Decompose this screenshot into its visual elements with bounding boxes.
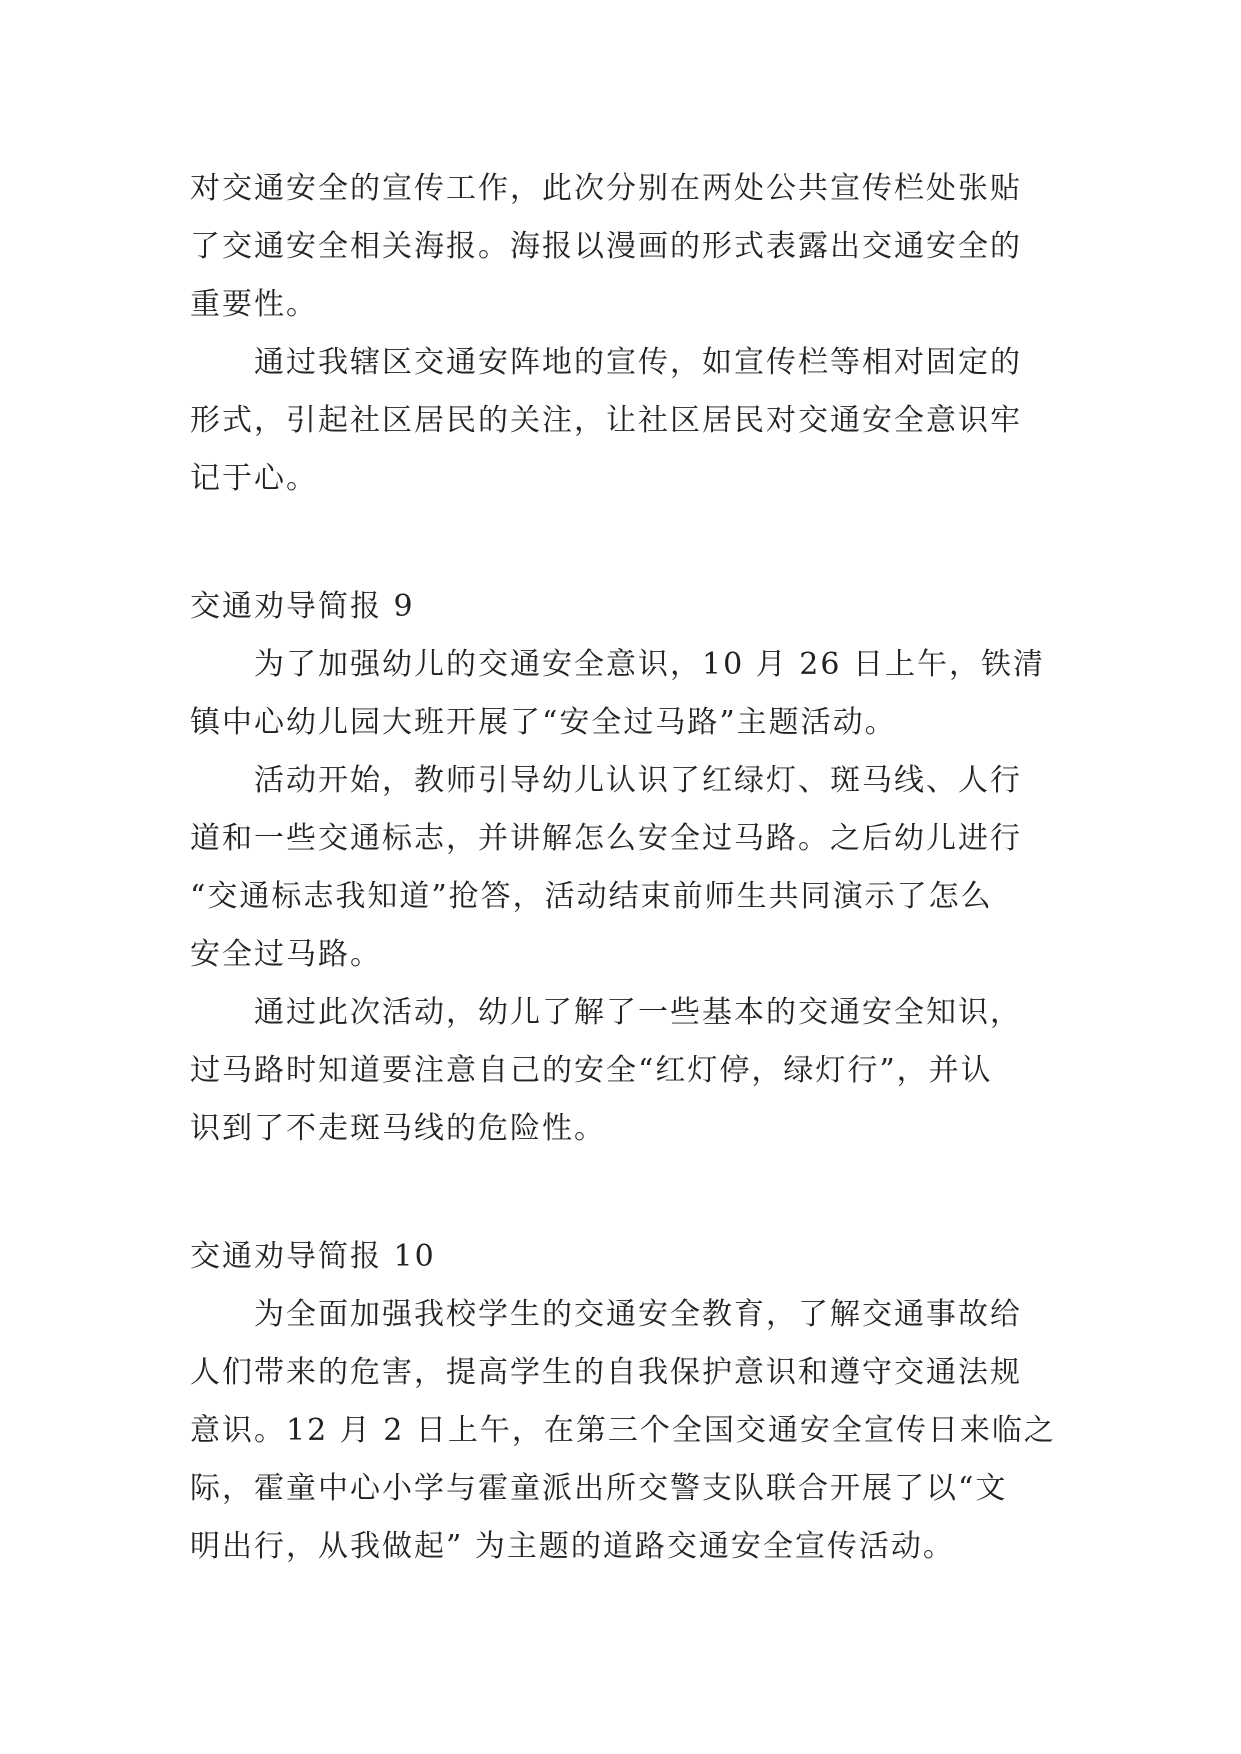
text-line: 活动开始，教师引导幼儿认识了红绿灯、斑马线、人行 xyxy=(254,763,1022,798)
paragraph-activity-outcome xyxy=(190,984,1060,1158)
paragraph-school-campaign xyxy=(190,1286,1060,1576)
text-line: 识到了不走斑马线的危险性。 xyxy=(190,1111,606,1146)
text-line: 明出行，从我做起” 为主题的道路交通安全宣传活动。 xyxy=(190,1529,955,1564)
text-line: 通过此次活动，幼儿了解了一些基本的交通安全知识， xyxy=(254,995,1022,1030)
text-line: 镇中心幼儿园大班开展了“安全过马路”主题活动。 xyxy=(190,705,897,740)
section-briefing-10 xyxy=(190,1228,1060,1576)
text-line: 通过我辖区交通安阵地的宣传，如宣传栏等相对固定的 xyxy=(254,345,1022,380)
text-line: 意识。12 月 2 日上午，在第三个全国交通安全宣传日来临之 xyxy=(190,1413,1056,1448)
text-line: 人们带来的危害，提高学生的自我保护意识和遵守交通法规 xyxy=(190,1355,1022,1390)
section-gap xyxy=(190,508,1060,578)
section-briefing-9 xyxy=(190,578,1060,1158)
text-line: 为了加强幼儿的交通安全意识，10 月 26 日上午，铁清 xyxy=(254,647,1045,682)
section-heading: 交通劝导简报 9 xyxy=(190,589,415,624)
section-gap xyxy=(190,1158,1060,1228)
text-line: 过马路时知道要注意自己的安全“红灯停，绿灯行”，并认 xyxy=(190,1053,993,1088)
document-body xyxy=(190,160,1060,1576)
text-line: 记于心。 xyxy=(190,461,318,496)
paragraph-activity-intro xyxy=(190,636,1060,752)
text-line: 为全面加强我校学生的交通安全教育，了解交通事故给 xyxy=(254,1297,1022,1332)
text-line: “交通标志我知道”抢答，活动结束前师生共同演示了怎么 xyxy=(190,879,993,914)
text-line: 对交通安全的宣传工作，此次分别在两处公共宣传栏处张贴 xyxy=(190,171,1022,206)
paragraph-poster-campaign xyxy=(190,160,1060,334)
text-line: 安全过马路。 xyxy=(190,937,382,972)
text-line: 形式，引起社区居民的关注，让社区居民对交通安全意识牢 xyxy=(190,403,1022,438)
text-line: 了交通安全相关海报。海报以漫画的形式表露出交通安全的 xyxy=(190,229,1022,264)
section-heading: 交通劝导简报 10 xyxy=(190,1239,436,1274)
text-line: 道和一些交通标志，并讲解怎么安全过马路。之后幼儿进行 xyxy=(190,821,1022,856)
text-line: 际，霍童中心小学与霍童派出所交警支队联合开展了以“文 xyxy=(190,1471,1008,1506)
text-line: 重要性。 xyxy=(190,287,318,322)
paragraph-community-awareness xyxy=(190,334,1060,508)
paragraph-activity-details xyxy=(190,752,1060,984)
